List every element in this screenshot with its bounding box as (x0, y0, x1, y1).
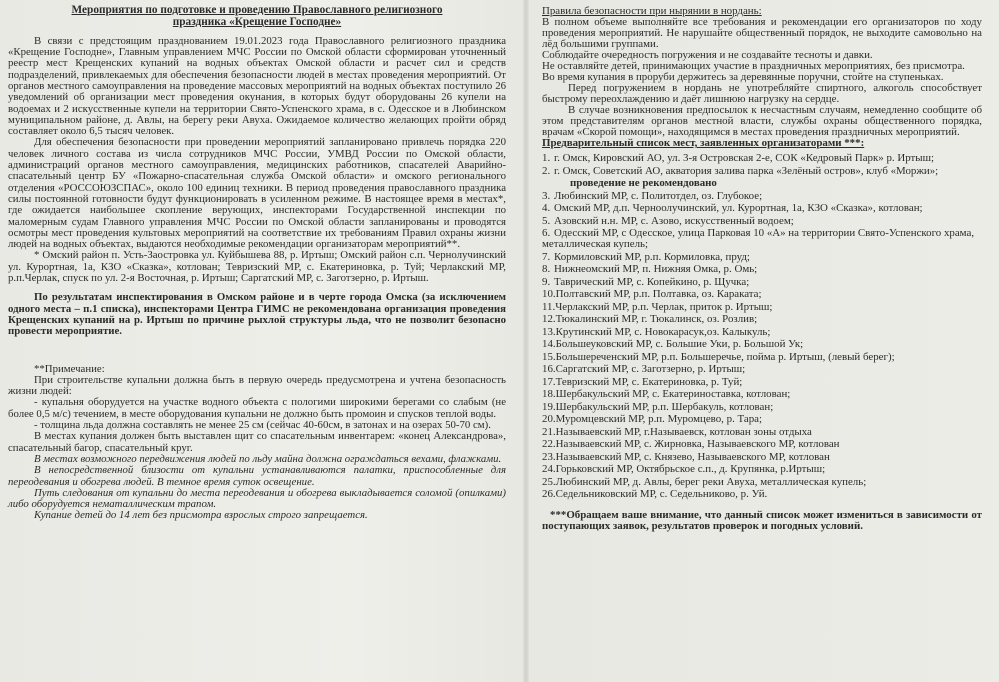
list-item-number: 4. (542, 202, 551, 214)
paragraph-safety: Для обеспечения безопасности при проведении мероприятий запланировано привлечь порядка 220 человек личного состава из числа сотрудников МЧС России, УМВД России по Омской области, администраций органов местного самоуправления, медицинских работников, спасателей Аварийно-спасательный центр БУ «Пожарно-спасательная служба Омской области» и омского регионального отделения «РОССОЮЗСПАС», около 100 единиц техники. В период проведения православного праздника силы постоянной готовности будут функционировать в усиленном режиме. В настоящее время в местах*, где ожидается наибольшее скопление верующих, инспекторами Государственной инспекции по маломерным судам Главного управления МЧС России по Омской области запланированы и проводятся осмотры мест проведения культовых мероприятий на соответствие их требованиям Правил охраны жизни людей на водных объектах, выдаются необходимые рекомендации организаторам мероприятий**. (8, 136, 506, 251)
list-item (542, 427, 982, 438)
list-item (542, 289, 982, 300)
list-item (542, 402, 982, 413)
list-item-number: 26. (542, 488, 556, 500)
paragraph-locations-footnote: * Омский район п. Усть-Заостровка ул. Куйбышева 88, р. Иртыш; Омский район с.п. Чернолучинский ул. Курортная, 1а, КЗО «Сказка», котлован; Тевризский МР, с. Екатериновка, р. Туй; Черлакский МР, р.п.Черлак, спуск по ул. 2-я Восточная, р. Иртыш; Саргатский МР, с. Заготзерно, р. Иртыш. (8, 249, 506, 285)
list-item-number: 12. (542, 313, 556, 325)
list-item-number: 5. (542, 214, 551, 227)
list-item (542, 414, 982, 425)
list-item (542, 314, 982, 325)
list-item-text: Называевский МР, с. Жирновка, Называевского МР, котлован (555, 438, 840, 450)
list-item-text: Большеуковский МР, с. Большие Уки, р. Большой Ук; (555, 338, 804, 350)
left-column (8, 4, 506, 522)
list-item (542, 191, 982, 202)
list-item-text: проведение не рекомендовано (570, 177, 717, 189)
list-item-number: 13. (542, 325, 556, 338)
list-item (542, 489, 982, 500)
list-item (542, 302, 982, 313)
list-item-text: Нижнеомский МР, п. Нижняя Омка, р. Омь; (554, 263, 758, 275)
list-item-number: 17. (542, 375, 556, 388)
list-item-number: 18. (542, 388, 556, 400)
list-item-text: Черлакский МР, р.п. Черлак, приток р. Иртыш; (555, 300, 773, 313)
list-item-text: Азовский н.н. МР, с. Азово, искусственный водоем; (554, 214, 794, 227)
list-item-number: 22. (542, 438, 556, 450)
list-item (542, 452, 982, 463)
note-item: В непосредственной близости от купальни устанавливаются палатки, приспособленные для переодевания и обогрева людей. В темное время суток освещение. (8, 464, 506, 488)
places-list (542, 153, 982, 500)
list-item-text: Большереченский МР, р.п. Большеречье, пойма р. Иртыш, (левый берег); (555, 350, 895, 363)
list-item-number: 25. (542, 475, 556, 488)
list-item (542, 203, 982, 214)
list-item (542, 439, 982, 450)
list-item-text: Называевский МР, г.Называевск, котлован зоны отдыха (555, 425, 812, 438)
note-heading: **Примечание: (34, 362, 105, 375)
list-item-number: 9. (542, 275, 551, 288)
list-item-text: Шербакульский МР, с. Екатериноставка, котлован; (555, 388, 791, 400)
note-item: В местах возможного передвижения людей по льду майна должна ограждаться вехами, флажками. (34, 452, 502, 465)
rules-item: Во время купания в проруби держитесь за деревянные поручни, стойте на ступеньках. (542, 71, 944, 83)
list-item (542, 339, 982, 350)
list-item-number: 16. (542, 363, 556, 375)
list-item-number: 20. (542, 413, 556, 425)
title-line-1: Мероприятия по подготовке и проведению Православного религиозного (71, 4, 443, 16)
list-item-text: г. Омск, Кировский АО, ул. 3-я Островская 2-е, СОК «Кедровый Парк» р. Иртыш; (554, 152, 934, 164)
list-item (542, 352, 982, 363)
list-item-text: Горьковский МР, Октябрьское с.п., д. Крупянка, р.Иртыш; (555, 463, 826, 475)
list-item-number: 1. (542, 152, 551, 164)
list-item-number: 14. (542, 338, 556, 350)
list-item (542, 464, 982, 475)
list-item-text: Тюкалинский МР, г. Тюкалинск, оз. Розлив; (555, 313, 758, 325)
list-item-number: 3. (542, 189, 551, 202)
rules-item: В полном объеме выполняйте все требования и рекомендации его организаторов по ходу проведения мероприятий. Не нарушайте общественный порядок, не выходите самовольно на лёд большими группами. (542, 16, 982, 50)
note-item: При строительстве купальни должна быть в первую очередь предусмотрена и учтена безопасность жизни людей: (8, 373, 506, 398)
list-item-text: Муромцевский МР, р.п. Муромцево, р. Тара; (555, 413, 763, 425)
list-item-text: Саргатский МР, с. Заготзерно, р. Иртыш; (555, 363, 746, 375)
note-item: - толщина льда должна составлять не менее 25 см (сейчас 40-60см, в затонах и на озерах 50-70 см). (34, 419, 491, 432)
rules-item: В случае возникновения предпосылок к несчастным случаям, немедленно сообщите об этом представителям органов местной власти, службы охраны общественного порядка, врачам «Скорой помощи», находящимся в местах проведения праздничных мероприятий. (542, 104, 982, 138)
list-item-number: 7. (542, 250, 551, 263)
list-item (542, 364, 982, 375)
note-item: В местах купания должен быть выставлен щит со спасательным инвентарем: «конец Александрова», спасательный багор, спасательный круг. (8, 430, 506, 454)
places-list-title: Предварительный список мест, заявленных организаторами ***: (542, 137, 865, 149)
rules-item: Соблюдайте очередность погружения и не создавайте тесноты и давки. (542, 49, 873, 61)
list-item-text: Тевризский МР, с. Екатериновка, р. Туй; (555, 375, 743, 388)
right-column (542, 6, 982, 532)
paper-fold (523, 0, 529, 682)
list-item-number: 21. (542, 425, 556, 438)
list-item-text: Полтавский МР, р.п. Полтавка, оз. Караката; (555, 288, 762, 300)
list-item-number: 8. (542, 263, 551, 275)
list-item-text: Любинский МР, д. Авлы, берег реки Авуха, металлическая купель; (555, 475, 867, 488)
list-item (542, 377, 982, 388)
list-item (542, 216, 982, 227)
list-item-text: Любинский МР, с. Политотдел, оз. Глубокое; (554, 189, 763, 202)
rules-title: Правила безопасности при нырянии в нордань: (542, 5, 762, 17)
list-item-number: 6. (542, 227, 551, 239)
list-item (542, 178, 982, 189)
list-item-text: Называевский МР, с. Князево, Называевского МР, котлован (555, 450, 830, 463)
list-item-text: Одесский МР, с Одесское, улица Парковая 10 «А» на территории Свято-Успенского храма, металлическая купель; (542, 227, 975, 250)
rules-item: Перед погружением в нордань не употребляйте спиртного, алкоголь способствует быстрому переохлаждению и даёт лишнюю нагрузку на сердце. (542, 82, 982, 105)
list-item-text: Шербакульский МР, р.п. Шербакуль, котлован; (555, 400, 774, 413)
list-item (542, 277, 982, 288)
list-item (542, 166, 982, 177)
rules-item: Не оставляйте детей, принимающих участие в праздничных мероприятиях, без присмотра. (542, 60, 965, 72)
list-item (542, 327, 982, 338)
list-item-text: Таврический МР, с. Копейкино, р. Щучка; (554, 275, 750, 288)
list-item (542, 389, 982, 400)
list-item-text: Кормиловский МР, р.п. Кормиловка, пруд; (554, 250, 750, 263)
list-item-number: 19. (542, 400, 556, 413)
note-item: - купальня оборудуется на участке водного объекта с пологими широкими берегами со слабым (не более 0,5 м/с) течением, в месте оборудования купальни не должно быть промоин и спусков теплой воды. (8, 396, 506, 420)
list-item (542, 153, 982, 164)
list-item-text: Седельниковский МР, с. Седельниково, р. Уй. (555, 488, 768, 500)
list-item (542, 252, 982, 263)
list-item-number: 24. (542, 463, 556, 475)
list-item-text: Крутинский МР, с. Новокарасук,оз. Калыкуль; (555, 325, 771, 338)
list-item-number: 2. (542, 164, 551, 177)
document-title (8, 4, 506, 29)
paragraph-intro: В связи с предстоящим празднованием 19.01.2023 года Православного религиозного праздника «Крещение Господне», Главным управлением МЧС России по Омской области сформирован уточненный реестр мест Крещенских купаний на водных объектах Омской области и расчет сил и средств подразделений, привлекаемых для обеспечения безопасности людей в местах проведения мероприятий. От органов местного самоуправления на проведение массовых мероприятий на водных объектах поступило 26 уведомлений об организации мест проведения окунания, в которых будут оборудованы 26 купели на водоемах и 2 искусственные купели на территории Свято-Успенского храма, в с. Одесское и в Любинском муниципальном районе, д. Авлы, на берегу реки Авуха. Ожидаемое количество желающих пройти обряд составляет около 6,5 тысяч человек. (8, 34, 506, 138)
list-item-number: 15. (542, 350, 556, 363)
list-item (542, 228, 982, 250)
list-item-text: г. Омск, Советский АО, акватория залива парка «Зелёный остров», клуб «Моржи»; (554, 164, 939, 177)
paragraph-inspection-results: По результатам инспектирования в Омском районе и в черте города Омска (за исключением одного места – п.1 списка), инспекторами Центра ГИМС не рекомендована организация проведения Крещенских купаний на р. Иртыш по причине рыхлой структуры льда, что не позволит безопасно провести мероприятие. (8, 291, 506, 338)
list-item-number: 23. (542, 450, 556, 463)
list-item-number: 10. (542, 288, 556, 300)
note-item: Путь следования от купальни до места переодевания и обогрева выкладывается соломой (опилками) либо оборудуется нематаллическим трапом. (8, 486, 506, 511)
places-list-note: ***Обращаем ваше внимание, что данный список может измениться в зависимости от поступающих заявок, результатов проверок и погодных условий. (542, 509, 982, 532)
note-item: Купание детей до 14 лет без присмотра взрослых строго запрещается. (34, 509, 368, 522)
list-item (542, 264, 982, 275)
list-item-number: 11. (542, 300, 556, 313)
list-item (542, 477, 982, 488)
title-line-2: праздника «Крещение Господне» (172, 16, 342, 29)
list-item-text: Омский МР, д.п. Черноолучинский, ул. Курортная, 1а, КЗО «Сказка», котлован; (554, 202, 923, 214)
